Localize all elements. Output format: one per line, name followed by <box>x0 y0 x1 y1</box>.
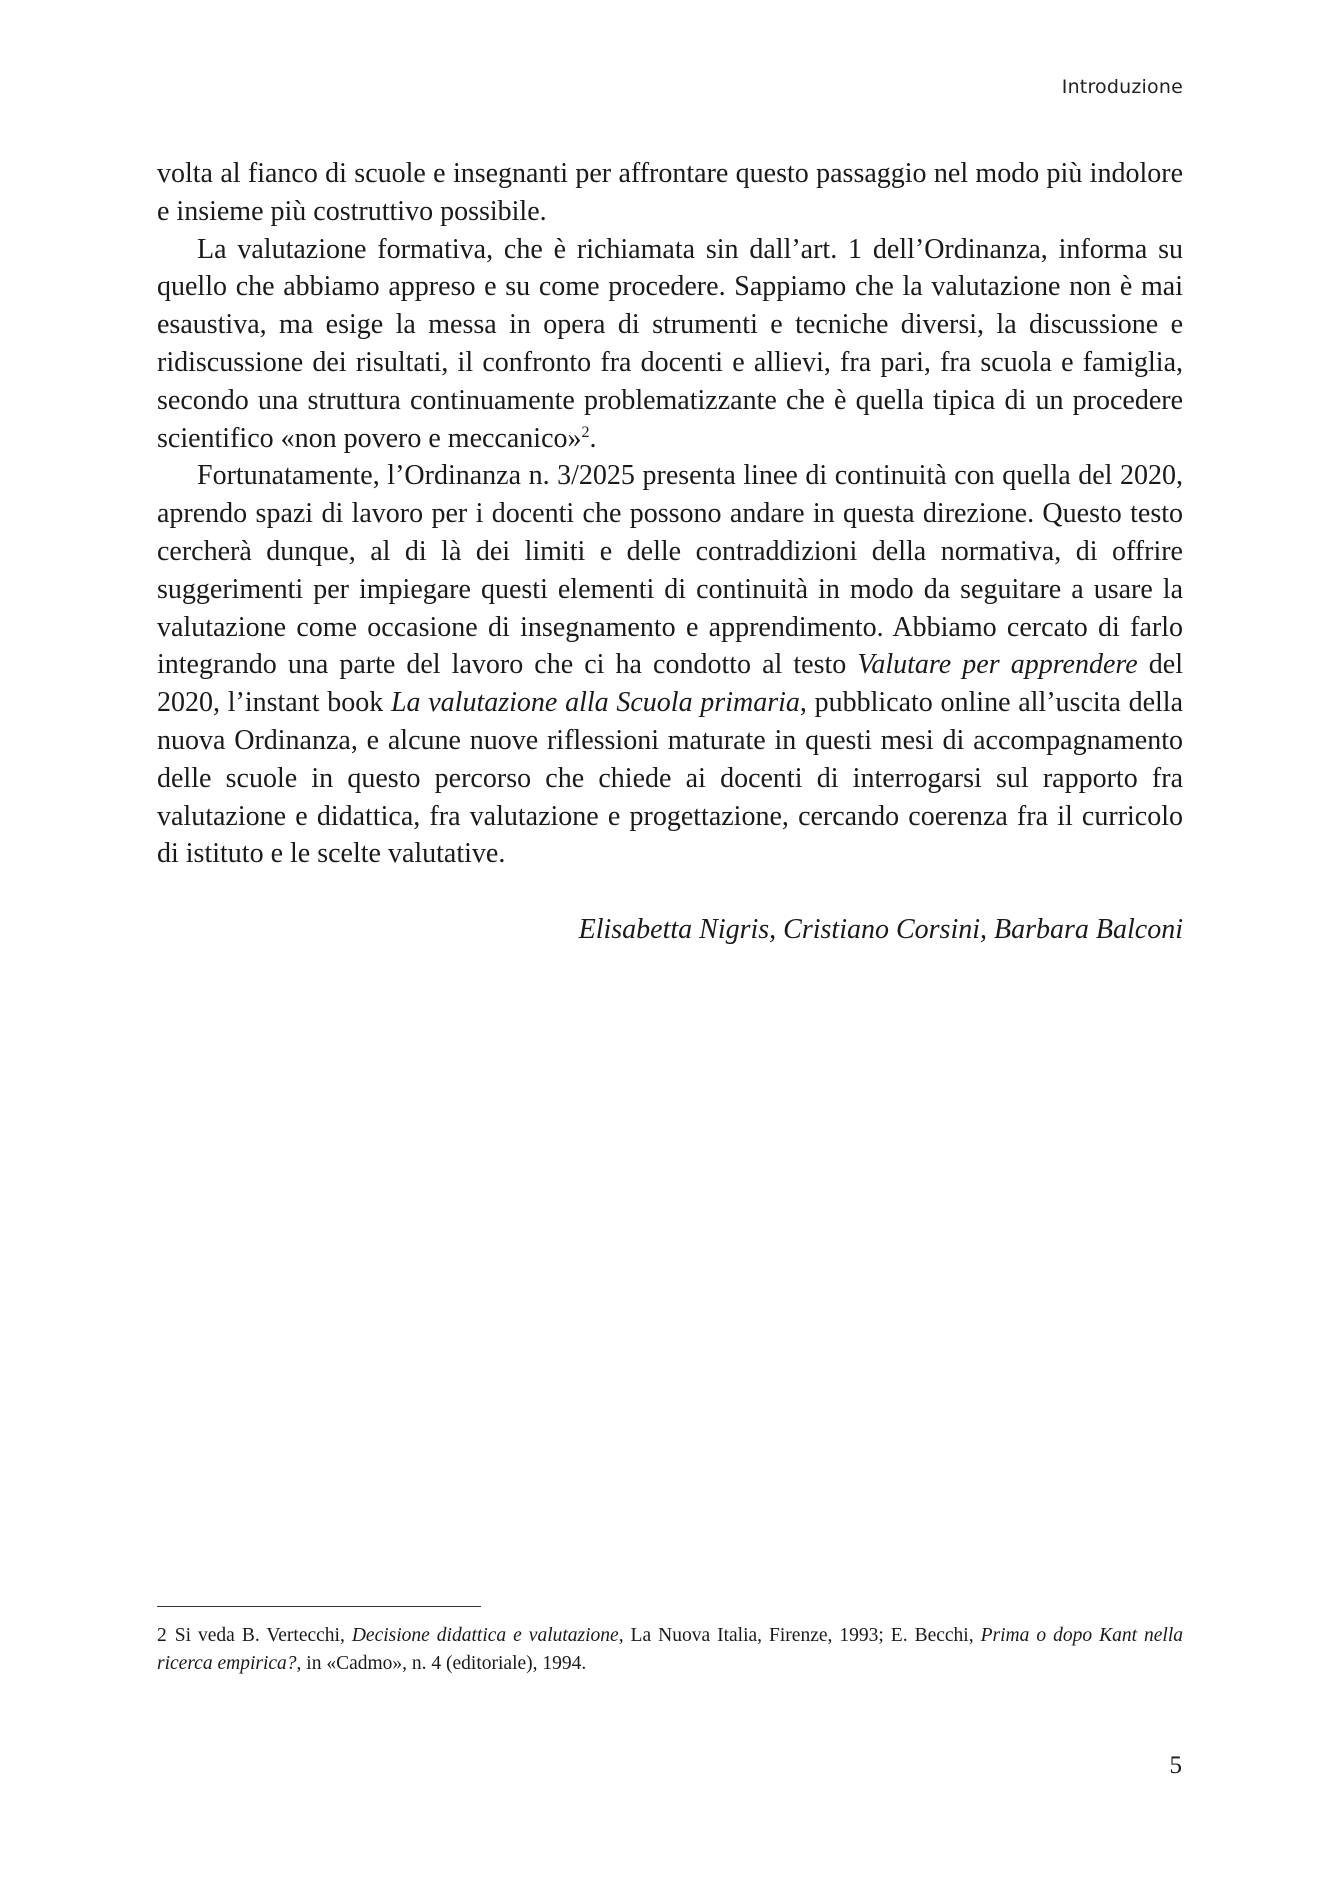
paragraph-2-text: La valutazione formativa, che è richiamata sin dall’art. 1 dell’Ordinanza, informa su quello che abbiamo appreso e su come procedere. Sappiamo che la valutazione non è mai esaustiva, ma esige la messa in opera di strumenti e tecniche diversi, la discussione e ridiscussione dei risultati, il confronto fra docenti e allievi, fra pari, fra scuola e famiglia, secondo una struttura continuamente problematizzante che è quella tipica di un procedere scientifico «non povero e meccanico» <box>157 233 1183 454</box>
footnote-text-a: Si veda B. Vertecchi, <box>174 1625 352 1646</box>
footnote-title-1: Decisione didattica e valutazione <box>351 1625 619 1646</box>
paragraph-3-text-c: , pubblicato online all’uscita della nuova Ordinanza, e alcune nuove riflessioni maturate in questi mesi di accompagnamento delle scuole in questo percorso che chiede ai docenti di interrogarsi sul rapporto fra valutazione e didattica, fra valutazione e progettazione, cercando coerenza fra il curricolo di istituto e le scelte valutative. <box>157 687 1184 870</box>
footnote-text-b: , La Nuova Italia, Firenze, 1993; E. Becchi, <box>618 1625 981 1646</box>
footnote <box>157 1622 1183 1678</box>
paragraph-3-text-a: Fortunatamente, l’Ordinanza n. 3/2025 presenta linee di continuità con quella del 2020, aprendo spazi di lavoro per i docenti che possono andare in questa direzione. Questo testo cercherà dunque, al di là dei limiti e delle contraddizioni della normativa, di offrire suggerimenti per impiegare questi elementi di continuità in modo da seguitare a usare la valutazione come occasione di insegnamento e apprendimento. Abbiamo cercato di farlo integrando una parte del lavoro che ci ha condotto al testo <box>157 460 1183 681</box>
book-title-instant-book: La valutazione alla Scuola primaria <box>390 687 800 719</box>
paragraph-2 <box>157 231 1183 458</box>
paragraph-1: volta al fianco di scuole e insegnanti per affrontare questo passaggio nel modo più indolore e insieme più costruttivo possibile. <box>157 158 1183 227</box>
page-number: 5 <box>1169 1752 1182 1779</box>
footnote-title-2: Prima o dopo Kant nella ricerca empirica? <box>157 1625 1183 1674</box>
paragraph-3 <box>157 457 1183 873</box>
running-header-title: Introduzione <box>1061 76 1183 98</box>
footnote-reference[interactable]: 2 <box>581 423 590 441</box>
footnote-divider <box>157 1606 481 1607</box>
book-title-valutare: Valutare per apprendere <box>857 649 1138 681</box>
paragraph-3-text-b: del 2020, l’instant book <box>157 649 1183 719</box>
author-signature: Elisabetta Nigris, Cristiano Corsini, Barbara Balconi <box>578 914 1183 945</box>
main-text <box>157 155 1183 873</box>
paragraph-2-end: . <box>589 422 597 454</box>
footnote-text-c: , in «Cadmo», n. 4 (editoriale), 1994. <box>296 1653 587 1674</box>
footnote-number: 2 <box>157 1625 167 1646</box>
